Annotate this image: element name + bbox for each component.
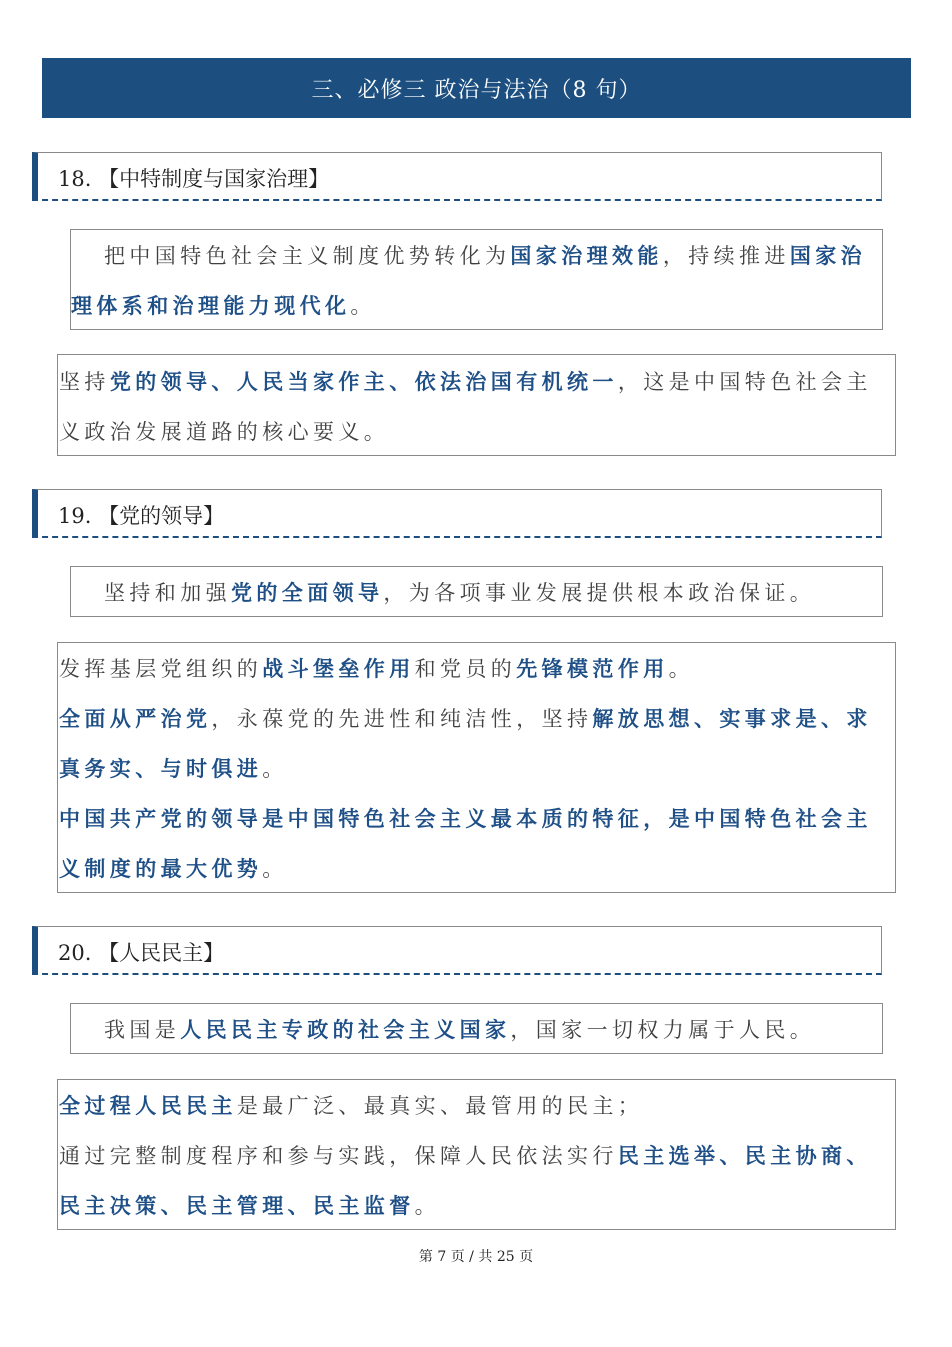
banner-title: 三、必修三 政治与法治（8 句） [311,77,642,103]
text-run: 通过完整制度程序和参与实践，保障人民依法实行 [59,1144,618,1168]
text-run: ，为各项事业发展提供根本政治保证。 [383,581,816,605]
text-run: 。 [262,857,288,881]
text-run: 。 [262,757,288,781]
text-run: 是最广泛、最真实、最管用的民主； [236,1094,644,1118]
highlight-run: 战斗堡垒作用 [262,656,415,681]
text-run: 坚持 [59,370,110,394]
heading-19 [32,489,882,538]
highlight-run: 真务实、与时俱进 [59,756,263,781]
heading-18-text: 18. 【中特制度与国家治理】 [58,167,330,191]
highlight-run: 国家治理效能 [510,243,663,268]
highlight-run: 民主选举、民主协商、 [617,1143,872,1168]
highlight-run: 解放思想、实事求是、求 [592,706,872,731]
highlight-run: 全面从严治党 [59,706,212,731]
total-pages: 25 [496,1249,515,1265]
text-run: ，持续推进 [662,244,790,268]
s20-line-1 [104,1014,815,1044]
s19-line-6 [59,853,288,883]
heading-19-text: 19. 【党的领导】 [58,504,225,528]
highlight-run: 国家治 [789,243,867,268]
footer-mid: 页 / 共 [450,1249,493,1265]
text-run: ，永葆党的先进性和纯洁性，坚持 [211,707,593,731]
section-banner [42,58,911,118]
highlight-run: 党的领导、人民当家作主、依法治国有机统一 [109,369,618,394]
highlight-run: 理体系和治理能力现代化 [71,293,351,318]
highlight-run: 先锋模范作用 [516,656,669,681]
s20-line-3 [59,1140,872,1170]
s19-line-3 [59,703,872,733]
text-run: 。 [668,657,695,681]
heading-20-text: 20. 【人民民主】 [58,941,225,965]
s20-line-4 [59,1190,440,1220]
footer-prefix: 第 [418,1249,433,1265]
s18-line-2 [71,290,376,320]
s18-line-3 [59,366,872,396]
text-run: 。 [350,294,376,318]
highlight-run: 全过程人民民主 [59,1093,237,1118]
highlight-run: 党的全面领导 [231,580,384,605]
text-run: 把中国特色社会主义制度优势转化为 [104,244,511,268]
s19-line-2 [59,653,694,683]
text-run: 。 [414,1194,441,1218]
highlight-run: 义制度的最大优势 [59,856,263,881]
s20-line-2 [59,1090,643,1120]
text-run: 发挥基层党组织的 [59,657,263,681]
highlight-run: 人民民主专政的社会主义国家 [180,1017,511,1042]
s19-line-1 [104,577,815,607]
footer-suffix: 页 [519,1249,534,1265]
s19-line-4 [59,753,288,783]
text-run: 和党员的 [414,657,517,681]
page-footer [0,1246,952,1266]
highlight-run: 中国共产党的领导是中国特色社会主义最本质的特征，是中国特色社会主 [59,806,872,831]
heading-20 [32,926,882,975]
text-run: ，这是中国特色社会主 [617,370,872,394]
text-run: 义政治发展道路的核心要义。 [59,420,390,444]
s18-line-1 [104,240,866,270]
s19-line-5 [59,803,872,833]
text-run: 我国是 [104,1018,181,1042]
highlight-run: 民主决策、民主管理、民主监督 [59,1193,415,1218]
s18-line-4 [59,416,389,446]
heading-18 [32,152,882,201]
current-page: 7 [437,1249,447,1265]
text-run: ，国家一切权力属于人民。 [510,1018,816,1042]
text-run: 坚持和加强 [104,581,231,605]
